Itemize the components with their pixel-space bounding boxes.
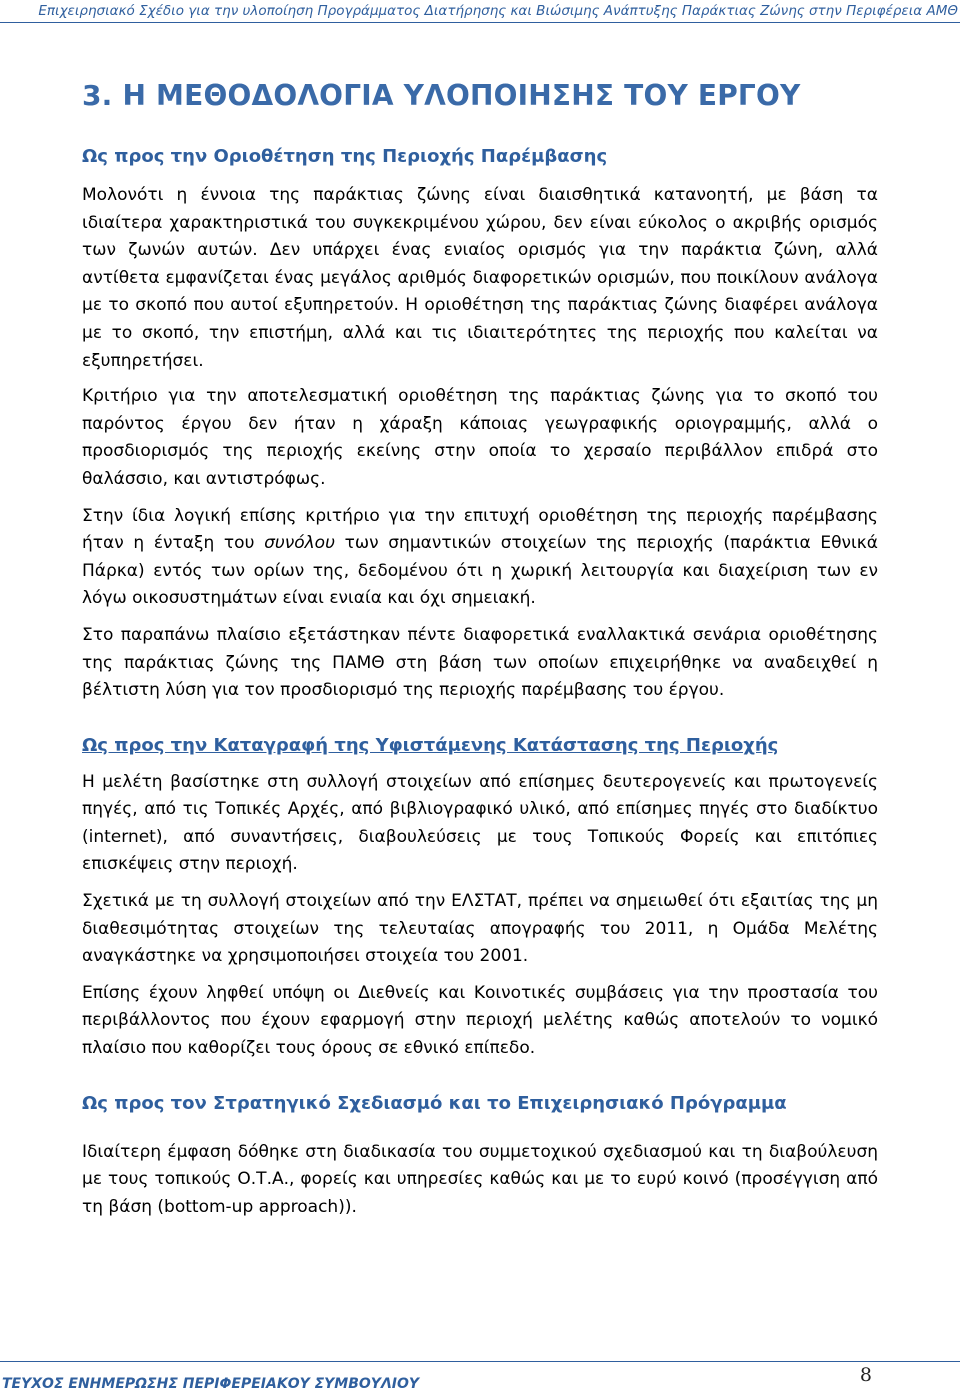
text-run: Στην ίδια λογική επίσης κριτήριο για την επιτυχή οριοθέτηση της περιοχής παρέμβασης ήταν η ένταξη του xyxy=(82,505,878,554)
running-header xyxy=(0,0,960,23)
page-body xyxy=(82,74,878,1221)
italic-emphasis: συνόλου xyxy=(264,533,335,554)
section-heading-delimitation: Ως προς την Οριοθέτηση της Περιοχής Παρέμβασης xyxy=(82,146,608,167)
paragraph: Επίσης έχουν ληφθεί υπόψη οι Διεθνείς και Κοινοτικές συμβάσεις για την προστασία του περιβάλλοντος που έχουν εφαρμογή στην περιοχή μελέτης καθώς αποτελούν το νομικό πλαίσιο που καθορίζει τους όρους σε εθνικό επίπεδο. xyxy=(82,982,878,1059)
paragraph: Κριτήριο για την αποτελεσματική οριοθέτηση της παράκτιας ζώνης για το σκοπό του παρόντος έργου δεν ήταν η χάραξη κάποιας γεωγραφικής οριογραμμής, αλλά ο προσδιορισμός της περιοχής εκείνης στην οποία το χερσαίο περιβάλλον επιδρά στο θαλάσσιο, και αντιστρόφως. xyxy=(82,386,878,489)
footer-divider xyxy=(0,1361,960,1362)
section-heading-strategic-planning: Ως προς τον Στρατηγικό Σχεδιασμό και το Επιχειρησιακό Πρόγραμμα xyxy=(82,1092,787,1114)
paragraph: Σχετικά με τη συλλογή στοιχείων από την ΕΛΣΤΑΤ, πρέπει να σημειωθεί ότι εξαιτίας της μη διαθεσιμότητας στοιχείων της τελευταίας απογραφής του 2011, η Ομάδα Μελέτης αναγκάστηκε να χρησιμοποιήσει στοιχεία του 2001. xyxy=(82,891,878,967)
page-number: 8 xyxy=(859,1364,872,1386)
text-run: των σημαντικών στοιχείων της περιοχής (παράκτια Εθνικά Πάρκα) εντός των ορίων της, δεδομένου ότι η χωρική λειτουργία και διαχείριση των εν λόγω οικοσυστημάτων είναι ενιαία και όχι σημειακή. xyxy=(82,533,879,609)
footer-publication: ΤΕΥΧΟΣ ΕΝΗΜΕΡΩΣΗΣ ΠΕΡΙΦΕΡΕΙΑΚΟΥ ΣΥΜΒΟΥΛΙΟΥ xyxy=(2,1376,420,1392)
paragraph: Μολονότι η έννοια της παράκτιας ζώνης είναι διαισθητικά κατανοητή, με βάση τα ιδιαίτερα χαρακτηριστικά του συγκεκριμένου χώρου, δεν είναι εύκολος ο ακριβής ορισμός των ζωνών αυτών. Δεν υπάρχει ένας ενιαίος ορισμός για την παράκτια ζώνη, αλλά αντίθετα εμφανίζεται ένας μεγάλος αριθμός διαφορετικών ορισμών, που ποικίλουν ανάλογα με το σκοπό που αυτοί εξυπηρετούν. Η οριοθέτηση της παράκτιας ζώνης διαφέρει ανάλογα με το σκοπό, την επιστήμη, αλλά και τις ιδιαιτερότητες της περιοχής που καλείται να εξυπηρετήσει. xyxy=(82,185,878,371)
running-header-text: Επιχειρησιακό Σχέδιο για την υλοποίηση Προγράμματος Διατήρησης και Βιώσιμης Ανάπτυξης Παράκτιας Ζώνης στην Περιφέρεια ΑΜΘ xyxy=(38,3,958,19)
chapter-title: 3. Η ΜΕΘΟΔΟΛΟΓΙΑ ΥΛΟΠΟΙΗΣΗΣ ΤΟΥ ΕΡΓΟΥ xyxy=(82,79,801,112)
paragraph: Ιδιαίτερη έμφαση δόθηκε στη διαδικασία του συμμετοχικού σχεδιασμού και τη διαβούλευση με τους τοπικούς Ο.Τ.Α., φορείς και υπηρεσίες καθώς και με το ευρύ κοινό (προσέγγιση από τη βάση (bottom-up approach)). xyxy=(82,1141,878,1217)
paragraph: Στο παραπάνω πλαίσιο εξετάστηκαν πέντε διαφορετικά εναλλακτικά σενάρια οριοθέτησης της παράκτιας ζώνης της ΠΑΜΘ στη βάση των οποίων επιχειρήθηκε να αναδειχθεί η βέλτιστη λύση για τον προσδιορισμό της περιοχής παρέμβασης του έργου. xyxy=(82,624,878,701)
section-heading-current-state: Ως προς την Καταγραφή της Υφιστάμενης Κατάστασης της Περιοχής xyxy=(82,734,779,756)
paragraph xyxy=(82,503,878,613)
paragraph: Η μελέτη βασίστηκε στη συλλογή στοιχείων από επίσημες δευτερογενείς και πρωτογενείς πηγές, από τις Τοπικές Αρχές, από βιβλιογραφικό υλικό, από επίσημες πηγές στο διαδίκτυο (internet), από συναντήσεις, διαβουλεύσεις με τους Τοπικούς Φορείς και επιτόπιες επισκέψεις στην περιοχή. xyxy=(82,771,878,875)
